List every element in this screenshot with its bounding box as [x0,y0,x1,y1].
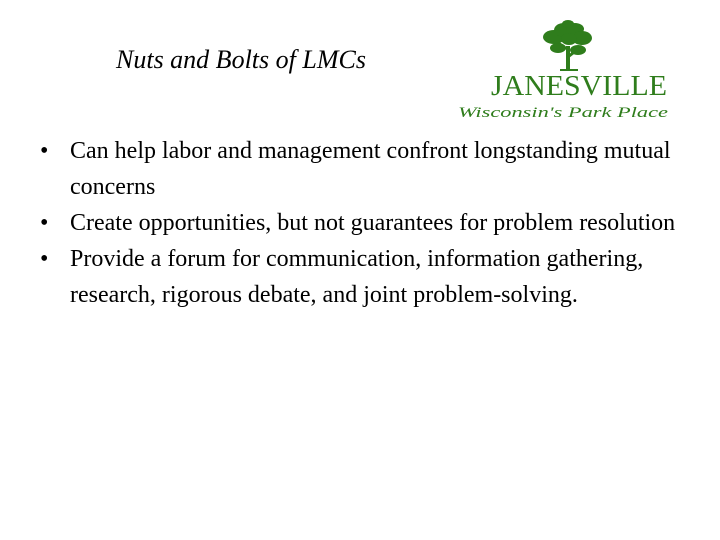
bullet-dot: • [40,138,49,164]
janesville-logo-graphic [456,20,674,124]
bullet-text: Can help labor and management confront longstanding mutual concerns [70,138,671,200]
bullet-list [40,133,680,313]
bullet-dot: • [40,210,49,236]
logo-tagline: Wisconsin's Park Place [458,105,669,121]
bullet-item [40,241,680,313]
bullet-dot: • [40,246,49,272]
bullet-text: Provide a forum for communication, information gathering, research, rigorous debate, and joint problem-solving. [70,246,644,308]
logo-name: JANESVILLE [491,71,667,102]
tree-icon [543,20,592,71]
bullet-text: Create opportunities, but not guarantees for problem resolution [70,210,676,236]
slide-title: Nuts and Bolts of LMCs [116,45,366,74]
bullet-item [40,205,680,241]
janesville-logo [456,20,674,124]
bullet-item [40,133,680,205]
